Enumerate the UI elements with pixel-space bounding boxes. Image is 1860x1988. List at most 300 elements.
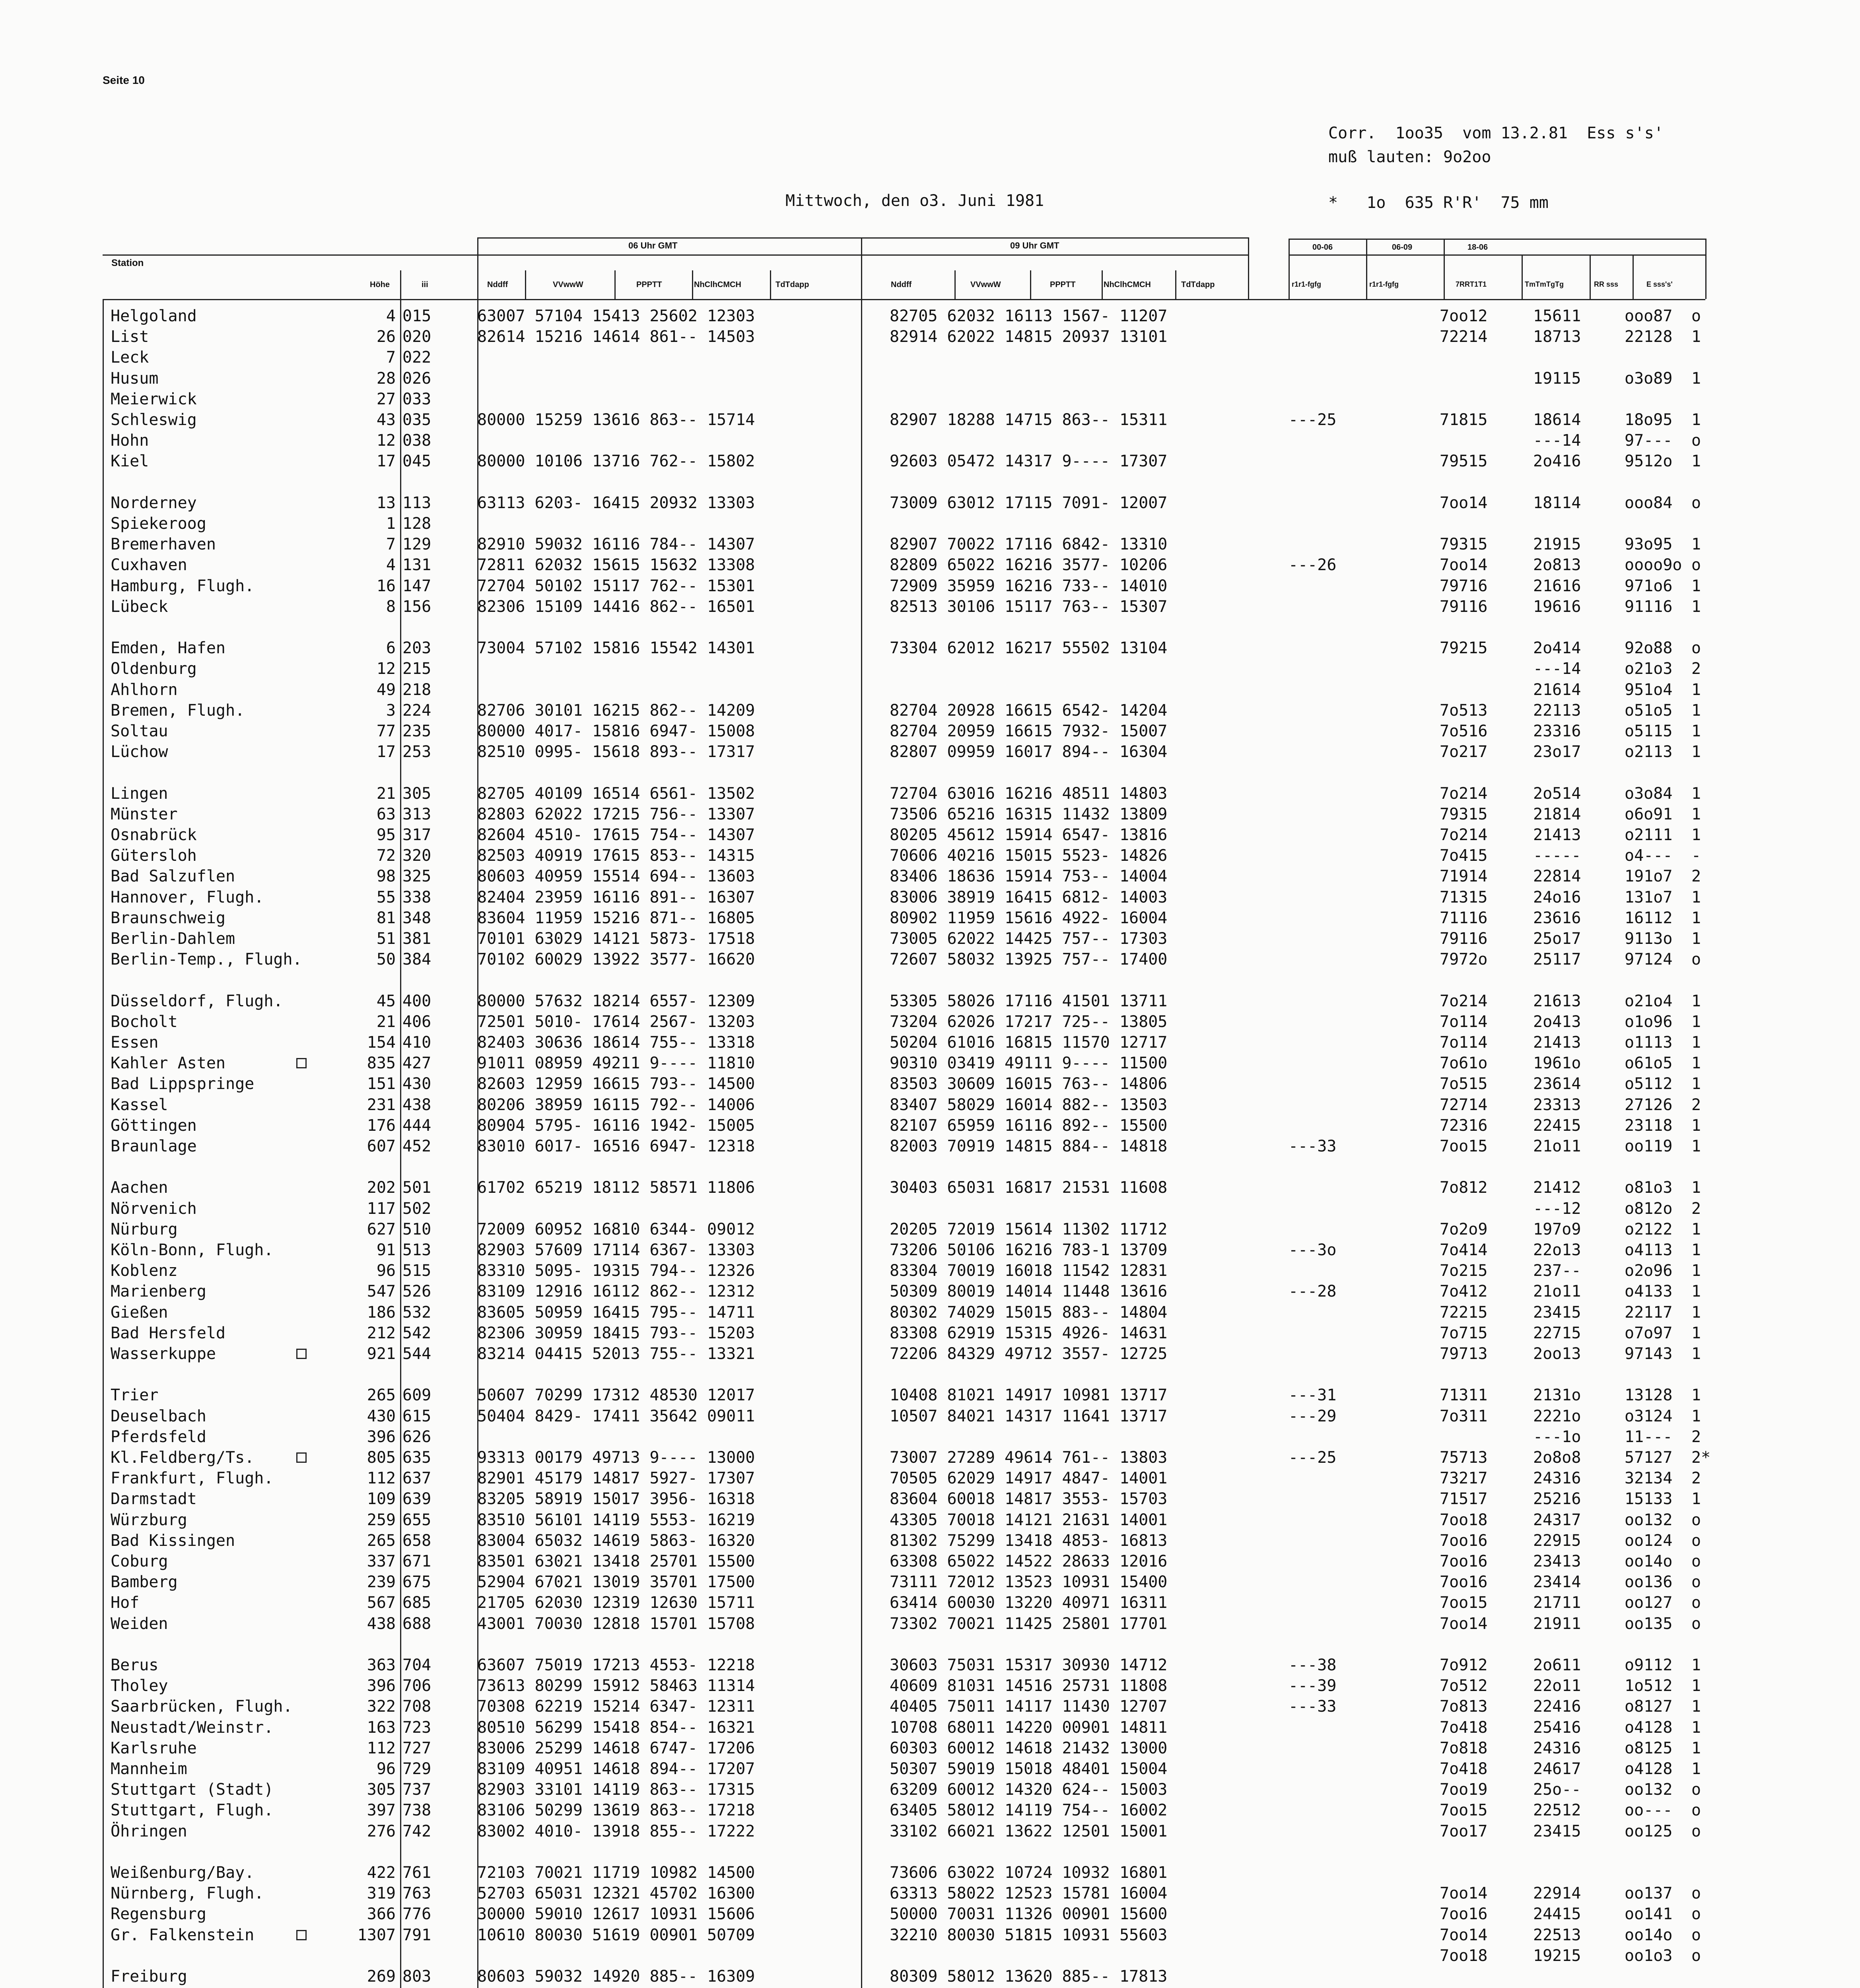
station-name: Gießen	[111, 1303, 168, 1322]
obs-06-gmt: 43001 70030 12818 15701 15708	[477, 1615, 755, 1633]
station-height: 112	[367, 1469, 396, 1487]
temp-group: 7oo15	[1440, 1594, 1488, 1612]
tmtm-group: 24617	[1533, 1760, 1581, 1778]
rr-group: oo1o3	[1625, 1947, 1673, 1965]
obs-09-gmt: 83308 62919 15315 4926- 14631	[890, 1324, 1168, 1342]
obs-06-gmt: 80000 10106 13716 762-- 15802	[477, 452, 755, 470]
station-name: Ahlhorn	[111, 681, 178, 699]
e-group: o	[1691, 1947, 1701, 1965]
table-row	[0, 1490, 1860, 1508]
station-height: 259	[367, 1511, 396, 1529]
tmtm-group: 22814	[1533, 867, 1581, 885]
station-height: 366	[367, 1905, 396, 1923]
tmtm-group: ---14	[1533, 660, 1581, 678]
tmtm-group: 22715	[1533, 1324, 1581, 1342]
rr-group: 191o7	[1625, 867, 1673, 885]
e-group: o	[1691, 431, 1701, 450]
station-number: 381	[402, 930, 431, 948]
tmtm-group: 22113	[1533, 701, 1581, 720]
station-name: Weißenburg/Bay.	[111, 1864, 255, 1882]
tmtm-group: 24o16	[1533, 888, 1581, 907]
obs-09-gmt: 32210 80030 51815 10931 55603	[890, 1926, 1168, 1944]
tmtm-group: 24317	[1533, 1511, 1581, 1529]
station-name: Kiel	[111, 452, 149, 470]
station-name: Stuttgart (Stadt)	[111, 1780, 274, 1799]
e-group: 1	[1691, 328, 1701, 346]
obs-09-gmt: 10408 81021 14917 10981 13717	[890, 1386, 1168, 1404]
e-group: 2	[1691, 1428, 1701, 1446]
table-row	[0, 1511, 1860, 1529]
rr-group: o4113	[1625, 1241, 1673, 1259]
table-row	[0, 577, 1860, 595]
rr-group: 11---	[1625, 1428, 1673, 1446]
station-height: 63	[376, 805, 396, 823]
station-number: 406	[402, 1013, 431, 1031]
station-height: 13	[376, 494, 396, 512]
table-row	[0, 1594, 1860, 1612]
station-name: Norderney	[111, 494, 197, 512]
station-name: Husum	[111, 369, 159, 388]
station-number: 626	[402, 1428, 431, 1446]
rr-group: o8125	[1625, 1739, 1673, 1757]
station-height: 231	[367, 1096, 396, 1114]
e-group: 1	[1691, 1054, 1701, 1072]
table-row	[0, 1532, 1860, 1550]
temp-group: 7oo14	[1440, 1926, 1488, 1944]
station-name: Deuselbach	[111, 1407, 206, 1425]
tmtm-group: 25416	[1533, 1718, 1581, 1737]
rr-group: 93o95	[1625, 535, 1673, 553]
station-height: 1	[386, 514, 396, 533]
station-height: 607	[367, 1137, 396, 1155]
tmtm-group: ---14	[1533, 431, 1581, 450]
temp-group: 7o311	[1440, 1407, 1488, 1425]
temp-group: 79315	[1440, 805, 1488, 823]
table-row	[0, 681, 1860, 699]
obs-06-gmt: 82614 15216 14614 861-- 14503	[477, 328, 755, 346]
rr-group: 97---	[1625, 431, 1673, 450]
e-group: 1	[1691, 1407, 1701, 1425]
table-row	[0, 743, 1860, 761]
obs-06-gmt: 73004 57102 15816 15542 14301	[477, 639, 755, 657]
e-group: 1	[1691, 598, 1701, 616]
station-height: 50	[376, 950, 396, 969]
station-number: 706	[402, 1677, 431, 1695]
table-row	[0, 909, 1860, 927]
tmtm-group: 2o413	[1533, 1013, 1581, 1031]
obs-09-gmt: 80902 11959 15616 4922- 16004	[890, 909, 1168, 927]
station-number: 305	[402, 784, 431, 803]
station-height: 7	[386, 535, 396, 553]
station-name: Tholey	[111, 1677, 168, 1695]
e-group: 1	[1691, 826, 1701, 844]
temp-group: 75713	[1440, 1448, 1488, 1467]
obs-09-gmt: 82914 62022 14815 20937 13101	[890, 328, 1168, 346]
header-station: Station	[111, 258, 144, 268]
tmtm-group: 15611	[1533, 307, 1581, 325]
temp-group: 7oo15	[1440, 1137, 1488, 1155]
table-row	[0, 1822, 1860, 1840]
obs-06-gmt: 83010 6017- 16516 6947- 12318	[477, 1137, 755, 1155]
obs-09-gmt: 80205 45612 15914 6547- 13816	[890, 826, 1168, 844]
station-name: Bad Lippspringe	[111, 1075, 255, 1093]
obs-06-gmt: 82803 62022 17215 756-- 13307	[477, 805, 755, 823]
tmtm-group: 2o813	[1533, 556, 1581, 574]
header-06-gmt: 06 Uhr GMT	[628, 241, 678, 250]
e-group: 2	[1691, 867, 1701, 885]
obs-06-gmt: 72103 70021 11719 10982 14500	[477, 1864, 755, 1882]
obs-09-gmt: 82003 70919 14815 884-- 14818	[890, 1137, 1168, 1155]
station-height: 276	[367, 1822, 396, 1840]
station-number: 658	[402, 1532, 431, 1550]
station-height: 154	[367, 1033, 396, 1052]
obs-09-gmt: 83304 70019 16018 11542 12831	[890, 1262, 1168, 1280]
obs-09-gmt: 50309 80019 14014 11448 13616	[890, 1282, 1168, 1301]
e-group: o	[1691, 1884, 1701, 1903]
temp-group: 7oo19	[1440, 1780, 1488, 1799]
station-height: 186	[367, 1303, 396, 1322]
station-height: 21	[376, 1013, 396, 1031]
obs-06-gmt: 83604 11959 15216 871-- 16805	[477, 909, 755, 927]
table-row	[0, 1178, 1860, 1197]
table-row	[0, 1884, 1860, 1903]
station-number: 113	[402, 494, 431, 512]
rr-group: oo14o	[1625, 1926, 1673, 1944]
precip-marker: ---33	[1289, 1137, 1337, 1155]
tmtm-group: 21915	[1533, 535, 1581, 553]
rr-group: 9512o	[1625, 452, 1673, 470]
rr-group: 27126	[1625, 1096, 1673, 1114]
tmtm-group: 21614	[1533, 681, 1581, 699]
station-number: 688	[402, 1615, 431, 1633]
rr-group: oo125	[1625, 1822, 1673, 1840]
station-height: 26	[376, 328, 396, 346]
obs-09-gmt: 73606 63022 10724 10932 16801	[890, 1864, 1168, 1882]
rr-group: 13128	[1625, 1386, 1673, 1404]
station-name: Öhringen	[111, 1822, 187, 1840]
station-number: 510	[402, 1220, 431, 1239]
station-height: 627	[367, 1220, 396, 1239]
station-name: Meierwick	[111, 390, 197, 408]
obs-09-gmt: 63308 65022 14522 28633 12016	[890, 1552, 1168, 1571]
tmtm-group: 22416	[1533, 1697, 1581, 1716]
station-height: 4	[386, 556, 396, 574]
tmtm-group: 2o416	[1533, 452, 1581, 470]
station-name: Emden, Hafen	[111, 639, 225, 657]
rr-group: oo127	[1625, 1594, 1673, 1612]
e-group: 1	[1691, 369, 1701, 388]
table-row	[0, 1200, 1860, 1218]
rr-group: o2122	[1625, 1220, 1673, 1239]
station-name: Essen	[111, 1033, 159, 1052]
station-number: 639	[402, 1490, 431, 1508]
station-name: Kl.Feldberg/Ts.	[111, 1448, 255, 1467]
precip-marker: ---31	[1289, 1386, 1337, 1404]
station-number: 671	[402, 1552, 431, 1571]
header-nhcl-09: NhClhCMCH	[1104, 280, 1151, 289]
table-row	[0, 1905, 1860, 1923]
obs-09-gmt: 72909 35959 16216 733-- 14010	[890, 577, 1168, 595]
table-row	[0, 950, 1860, 969]
station-name: Helgoland	[111, 307, 197, 325]
e-group: o	[1691, 494, 1701, 512]
rr-group: 32134	[1625, 1469, 1673, 1487]
rr-group: 951o4	[1625, 681, 1673, 699]
obs-06-gmt: 80206 38959 16115 792-- 14006	[477, 1096, 755, 1114]
obs-09-gmt: 10708 68011 14220 00901 14811	[890, 1718, 1168, 1737]
station-name: Pferdsfeld	[111, 1428, 206, 1446]
table-row	[0, 888, 1860, 907]
rr-group: 57127	[1625, 1448, 1673, 1467]
station-name: Oldenburg	[111, 660, 197, 678]
station-number: 609	[402, 1386, 431, 1404]
rr-group: o2o96	[1625, 1262, 1673, 1280]
rr-group: o7o97	[1625, 1324, 1673, 1342]
tmtm-group: 23414	[1533, 1573, 1581, 1591]
e-group: o	[1691, 1780, 1701, 1799]
obs-09-gmt: 63405 58012 14119 754-- 16002	[890, 1801, 1168, 1819]
obs-06-gmt: 83310 5095- 19315 794-- 12326	[477, 1262, 755, 1280]
table-row	[0, 805, 1860, 823]
table-row	[0, 1967, 1860, 1986]
e-group: 1	[1691, 701, 1701, 720]
obs-06-gmt: 83205 58919 15017 3956- 16318	[477, 1490, 755, 1508]
e-group: 1	[1691, 1220, 1701, 1239]
obs-09-gmt: 83006 38919 16415 6812- 14003	[890, 888, 1168, 907]
header-rr-3: 7RRT1T1	[1456, 280, 1487, 288]
temp-group: 71315	[1440, 888, 1488, 907]
station-number: 526	[402, 1282, 431, 1301]
tmtm-group: 2221o	[1533, 1407, 1581, 1425]
e-group: 1	[1691, 784, 1701, 803]
station-name: Berlin-Temp., Flugh.	[111, 950, 302, 969]
obs-09-gmt: 73204 62026 17217 725-- 13805	[890, 1013, 1168, 1031]
station-height: 27	[376, 390, 396, 408]
e-group: 1	[1691, 1178, 1701, 1197]
station-height: 55	[376, 888, 396, 907]
obs-06-gmt: 83004 65032 14619 5863- 16320	[477, 1532, 755, 1550]
table-row	[0, 1303, 1860, 1322]
rr-group: 1o512	[1625, 1677, 1673, 1695]
obs-06-gmt: 83109 12916 16112 862-- 12312	[477, 1282, 755, 1301]
obs-06-gmt: 80904 5795- 16116 1942- 15005	[477, 1116, 755, 1135]
station-height: 117	[367, 1200, 396, 1218]
station-number: 235	[402, 722, 431, 740]
e-group: o	[1691, 1594, 1701, 1612]
temp-group: 7oo14	[1440, 494, 1488, 512]
station-name: Neustadt/Weinstr.	[111, 1718, 274, 1737]
table-row	[0, 784, 1860, 803]
temp-group: 7oo14	[1440, 1615, 1488, 1633]
station-height: 305	[367, 1780, 396, 1799]
obs-09-gmt: 63414 60030 13220 40971 16311	[890, 1594, 1168, 1612]
table-row	[0, 514, 1860, 533]
temp-group: 71914	[1440, 867, 1488, 885]
station-name: Darmstadt	[111, 1490, 197, 1508]
obs-09-gmt: 63209 60012 14320 624-- 15003	[890, 1780, 1168, 1799]
e-group: 1	[1691, 1386, 1701, 1404]
e-group: 1	[1691, 452, 1701, 470]
station-height: 151	[367, 1075, 396, 1093]
station-name: Frankfurt, Flugh.	[111, 1469, 274, 1487]
obs-09-gmt: 82513 30106 15117 763-- 15307	[890, 598, 1168, 616]
header-rr-2: r1r1-fgfg	[1369, 280, 1399, 288]
table-row	[0, 1428, 1860, 1446]
obs-09-gmt: 30603 75031 15317 30930 14712	[890, 1656, 1168, 1674]
station-height: 21	[376, 784, 396, 803]
station-name: Schleswig	[111, 411, 197, 429]
rr-group: o21o3	[1625, 660, 1673, 678]
station-height: 265	[367, 1386, 396, 1404]
station-name: Gütersloh	[111, 846, 197, 865]
station-height: 96	[376, 1760, 396, 1778]
tmtm-group: 2o611	[1533, 1656, 1581, 1674]
table-row	[0, 307, 1860, 325]
station-name: Weiden	[111, 1615, 168, 1633]
rr-group: ooo87	[1625, 307, 1673, 325]
station-height: 7	[386, 348, 396, 367]
station-name: Nörvenich	[111, 1200, 197, 1218]
station-number: 026	[402, 369, 431, 388]
rr-group: 92o88	[1625, 639, 1673, 657]
temp-group: 7oo16	[1440, 1573, 1488, 1591]
rr-group: o4---	[1625, 846, 1673, 865]
e-group: 1	[1691, 805, 1701, 823]
temp-group: 7oo18	[1440, 1947, 1488, 1965]
station-name: Bamberg	[111, 1573, 178, 1591]
station-number: 723	[402, 1718, 431, 1737]
station-name: Freiburg	[111, 1967, 187, 1986]
station-name: Trier	[111, 1386, 159, 1404]
obs-06-gmt: 82903 57609 17114 6367- 13303	[477, 1241, 755, 1259]
tmtm-group: 23614	[1533, 1075, 1581, 1093]
station-number: 224	[402, 701, 431, 720]
tmtm-group: 19616	[1533, 598, 1581, 616]
mountain-station-icon	[296, 1930, 307, 1940]
e-group: 1	[1691, 1718, 1701, 1737]
table-row	[0, 1864, 1860, 1882]
station-height: 396	[367, 1677, 396, 1695]
temp-group: 73217	[1440, 1469, 1488, 1487]
station-name: Braunlage	[111, 1137, 197, 1155]
temp-group: 7o114	[1440, 1013, 1488, 1031]
obs-09-gmt: 80302 74029 15015 883-- 14804	[890, 1303, 1168, 1322]
station-number: 147	[402, 577, 431, 595]
station-height: 363	[367, 1656, 396, 1674]
temp-group: 7o214	[1440, 826, 1488, 844]
table-row	[0, 494, 1860, 512]
station-height: 112	[367, 1739, 396, 1757]
station-height: 1307	[357, 1926, 396, 1944]
station-number: 438	[402, 1096, 431, 1114]
station-number: 452	[402, 1137, 431, 1155]
temp-group: 72316	[1440, 1116, 1488, 1135]
station-name: Gr. Falkenstein	[111, 1926, 255, 1944]
rr-group: 23118	[1625, 1116, 1673, 1135]
correction-line-3: * 1o 635 R'R' 75 mm	[1328, 194, 1549, 212]
e-group: 2	[1691, 1469, 1701, 1487]
table-row	[0, 348, 1860, 367]
obs-06-gmt: 52904 67021 13019 35701 17500	[477, 1573, 755, 1591]
tmtm-group: 23o17	[1533, 743, 1581, 761]
station-number: 129	[402, 535, 431, 553]
obs-09-gmt: 50000 70031 11326 00901 15600	[890, 1905, 1168, 1923]
station-height: 95	[376, 826, 396, 844]
temp-group: 7oo17	[1440, 1822, 1488, 1840]
obs-06-gmt: 82604 4510- 17615 754-- 14307	[477, 826, 755, 844]
obs-06-gmt: 83214 04415 52013 755-- 13321	[477, 1345, 755, 1363]
station-number: 742	[402, 1822, 431, 1840]
header-09-gmt: 09 Uhr GMT	[1010, 241, 1059, 250]
e-group: 2	[1691, 1096, 1701, 1114]
table-row	[0, 452, 1860, 470]
rr-group: o3124	[1625, 1407, 1673, 1425]
station-name: Hannover, Flugh.	[111, 888, 264, 907]
station-number: 427	[402, 1054, 431, 1072]
rr-group: 22128	[1625, 328, 1673, 346]
temp-group: 79713	[1440, 1345, 1488, 1363]
station-height: 4	[386, 307, 396, 325]
e-group: 1	[1691, 1345, 1701, 1363]
station-name: Braunschweig	[111, 909, 225, 927]
station-name: Nürnberg, Flugh.	[111, 1884, 264, 1903]
obs-06-gmt: 83006 25299 14618 6747- 17206	[477, 1739, 755, 1757]
rr-group: 91116	[1625, 598, 1673, 616]
station-name: Karlsruhe	[111, 1739, 197, 1757]
table-row	[0, 1926, 1860, 1944]
precip-marker: ---26	[1289, 556, 1337, 574]
station-number: 637	[402, 1469, 431, 1487]
obs-06-gmt: 10610 80030 51619 00901 50709	[477, 1926, 755, 1944]
obs-06-gmt: 80603 40959 15514 694-- 13603	[477, 867, 755, 885]
temp-group: 7o215	[1440, 1262, 1488, 1280]
station-number: 502	[402, 1200, 431, 1218]
rr-group: o61o5	[1625, 1054, 1673, 1072]
temp-group: 72214	[1440, 328, 1488, 346]
header-nhcl: NhClhCMCH	[694, 280, 741, 289]
station-number: 313	[402, 805, 431, 823]
temp-group: 71815	[1440, 411, 1488, 429]
temp-group: 7o114	[1440, 1033, 1488, 1052]
tmtm-group: 24316	[1533, 1469, 1581, 1487]
tmtm-group: 21o11	[1533, 1282, 1581, 1301]
tmtm-group: 25117	[1533, 950, 1581, 969]
station-name: Lingen	[111, 784, 168, 803]
table-row	[0, 846, 1860, 865]
rr-group: o9112	[1625, 1656, 1673, 1674]
obs-06-gmt: 82901 45179 14817 5927- 17307	[477, 1469, 755, 1487]
table-row	[0, 1615, 1860, 1633]
station-number: 156	[402, 598, 431, 616]
header-rr-1: r1r1-fgfg	[1292, 280, 1322, 288]
rr-group: o812o	[1625, 1200, 1673, 1218]
table-row	[0, 660, 1860, 678]
tmtm-group: 2o414	[1533, 639, 1581, 657]
station-number: 738	[402, 1801, 431, 1819]
obs-09-gmt: 53305 58026 17116 41501 13711	[890, 992, 1168, 1010]
station-height: 265	[367, 1532, 396, 1550]
obs-06-gmt: 83109 40951 14618 894-- 17207	[477, 1760, 755, 1778]
tmtm-group: 2131o	[1533, 1386, 1581, 1404]
station-name: Bremerhaven	[111, 535, 216, 553]
station-name: Spiekeroog	[111, 514, 206, 533]
station-name: Bad Hersfeld	[111, 1324, 225, 1342]
header-nddff-09: Nddff	[891, 280, 912, 289]
temp-group: 7o812	[1440, 1178, 1488, 1197]
table-row	[0, 1448, 1860, 1467]
obs-06-gmt: 82306 15109 14416 862-- 16501	[477, 598, 755, 616]
rr-group: o2111	[1625, 826, 1673, 844]
